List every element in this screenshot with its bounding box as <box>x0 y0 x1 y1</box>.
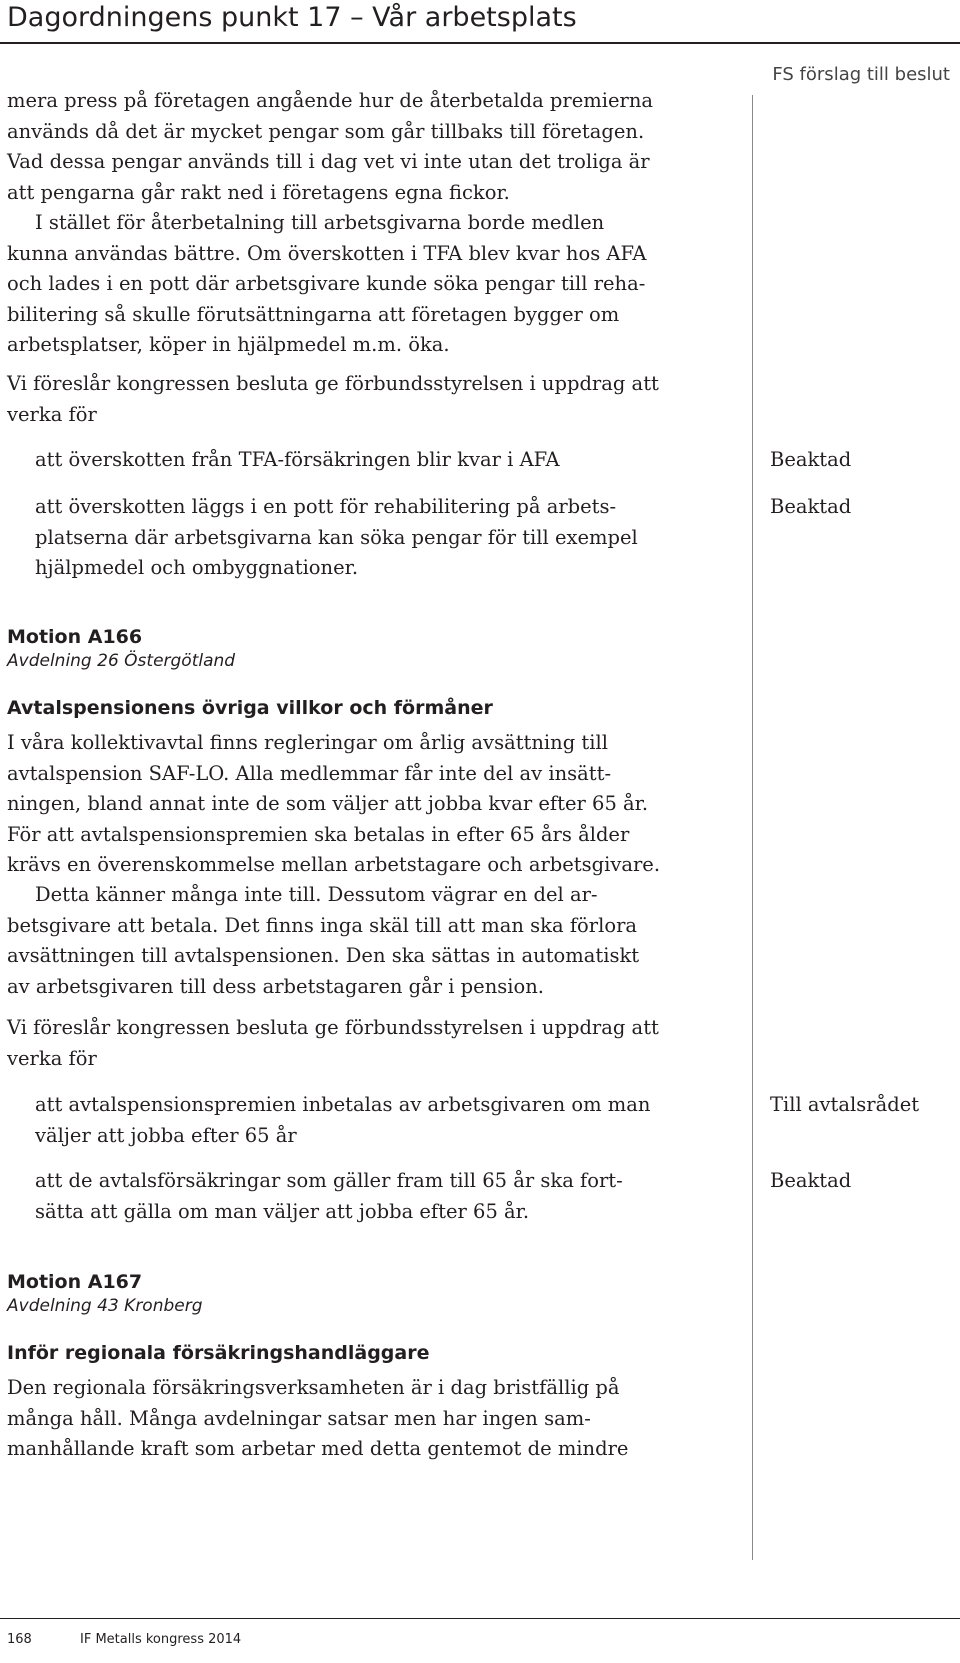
text-line: verka för <box>7 1046 97 1070</box>
att-clause <box>35 1090 735 1151</box>
intro-paragraph-1 <box>7 86 742 208</box>
text-line: verka för <box>7 402 97 426</box>
page-number: 168 <box>7 1632 32 1647</box>
att-clause <box>35 1166 735 1227</box>
intro-proposal <box>7 369 742 430</box>
text-line: väljer att jobba efter 65 år <box>35 1123 297 1147</box>
text-line: avtalspension SAF-LO. Alla medlemmar får inte del av insätt- <box>7 761 612 785</box>
text-line: mera press på företagen angående hur de återbetalda premierna <box>7 89 654 112</box>
text-line: att de avtalsförsäkringar som gäller fram till 65 år ska fort- <box>35 1169 623 1192</box>
motion-proposal <box>7 1013 742 1074</box>
text-line: att avtalspensionspremien inbetalas av arbetsgivaren om man <box>35 1093 651 1116</box>
text-line: arbetsplatser, köper in hjälpmedel m.m. öka. <box>7 333 450 356</box>
text-line: manhållande kraft som arbetar med detta gentemot de mindre <box>7 1437 629 1460</box>
text-line: används då det är mycket pengar som går tillbaks till företagen. <box>7 119 645 143</box>
column-divider <box>752 95 753 1560</box>
text-line: och lades i en pott där arbetsgivare kunde söka pengar till reha- <box>7 272 646 295</box>
decision-label: Beaktad <box>770 448 852 471</box>
text-line: att överskotten läggs i en pott för rehabilitering på arbets- <box>35 495 617 518</box>
text-line: avsättningen till avtalspensionen. Den ska sättas in automatiskt <box>7 944 640 967</box>
text-line: sätta att gälla om man väljer att jobba efter 65 år. <box>35 1199 530 1223</box>
text-line: betsgivare att betala. Det finns inga skäl till att man ska förlora <box>7 913 638 937</box>
decision-label: Till avtalsrådet <box>770 1093 920 1116</box>
motion-body-paragraph-1 <box>7 728 742 881</box>
decision-column-label: FS förslag till beslut <box>772 64 950 85</box>
att-clause <box>35 492 735 584</box>
motion-organization: Avdelning 26 Östergötland <box>7 651 236 671</box>
text-line: Den regionala försäkringsverksamheten är i dag bristfällig på <box>7 1376 620 1399</box>
decision-label: Beaktad <box>770 495 852 518</box>
text-line: Vad dessa pengar används till i dag vet vi inte utan det troliga är <box>7 150 650 173</box>
text-line: av arbetsgivaren till dess arbetstagaren går i pension. <box>7 974 545 998</box>
motion-organization: Avdelning 43 Kronberg <box>7 1296 203 1316</box>
text-line: I våra kollektivavtal finns regleringar om årlig avsättning till <box>7 731 608 754</box>
text-line: krävs en överenskommelse mellan arbetstagare och arbetsgivare. <box>7 853 661 876</box>
text-line: bilitering så skulle förutsättningarna att företagen bygger om <box>7 302 620 326</box>
decision-label: Beaktad <box>770 1169 852 1192</box>
motion-number: Motion A166 <box>7 626 143 648</box>
text-line: platserna där arbetsgivarna kan söka pengar för till exempel <box>35 525 638 549</box>
motion-number: Motion A167 <box>7 1271 143 1293</box>
motion-heading: Avtalspensionens övriga villkor och förmåner <box>7 697 493 719</box>
motion-body-paragraph-1 <box>7 1373 742 1465</box>
text-line: att överskotten från TFA-försäkringen blir kvar i AFA <box>35 448 560 471</box>
text-line: Vi föreslår kongressen besluta ge förbundsstyrelsen i uppdrag att <box>7 372 659 395</box>
text-line: kunna användas bättre. Om överskotten i TFA blev kvar hos AFA <box>7 241 647 265</box>
header-divider <box>0 42 960 44</box>
text-line: Vi föreslår kongressen besluta ge förbundsstyrelsen i uppdrag att <box>7 1016 659 1039</box>
motion-heading: Inför regionala försäkringshandläggare <box>7 1342 430 1364</box>
att-clause <box>35 445 735 476</box>
text-line: hjälpmedel och ombyggnationer. <box>35 556 359 579</box>
text-line: många håll. Många avdelningar satsar men har ingen sam- <box>7 1406 591 1430</box>
footer-divider <box>0 1618 960 1619</box>
intro-paragraph-2 <box>7 208 742 361</box>
text-line: För att avtalspensionspremien ska betalas in efter 65 års ålder <box>7 822 630 846</box>
text-line: Detta känner många inte till. Dessutom vägrar en del ar- <box>35 883 598 906</box>
text-line: att pengarna går rakt ned i företagens egna fickor. <box>7 180 510 204</box>
page-title: Dagordningens punkt 17 – Vår arbetsplats <box>7 2 577 33</box>
motion-body-paragraph-2 <box>7 880 742 1002</box>
text-line: I stället för återbetalning till arbetsgivarna borde medlen <box>35 211 605 234</box>
publication-name: IF Metalls kongress 2014 <box>80 1632 242 1647</box>
text-line: ningen, bland annat inte de som väljer att jobba kvar efter 65 år. <box>7 792 649 815</box>
